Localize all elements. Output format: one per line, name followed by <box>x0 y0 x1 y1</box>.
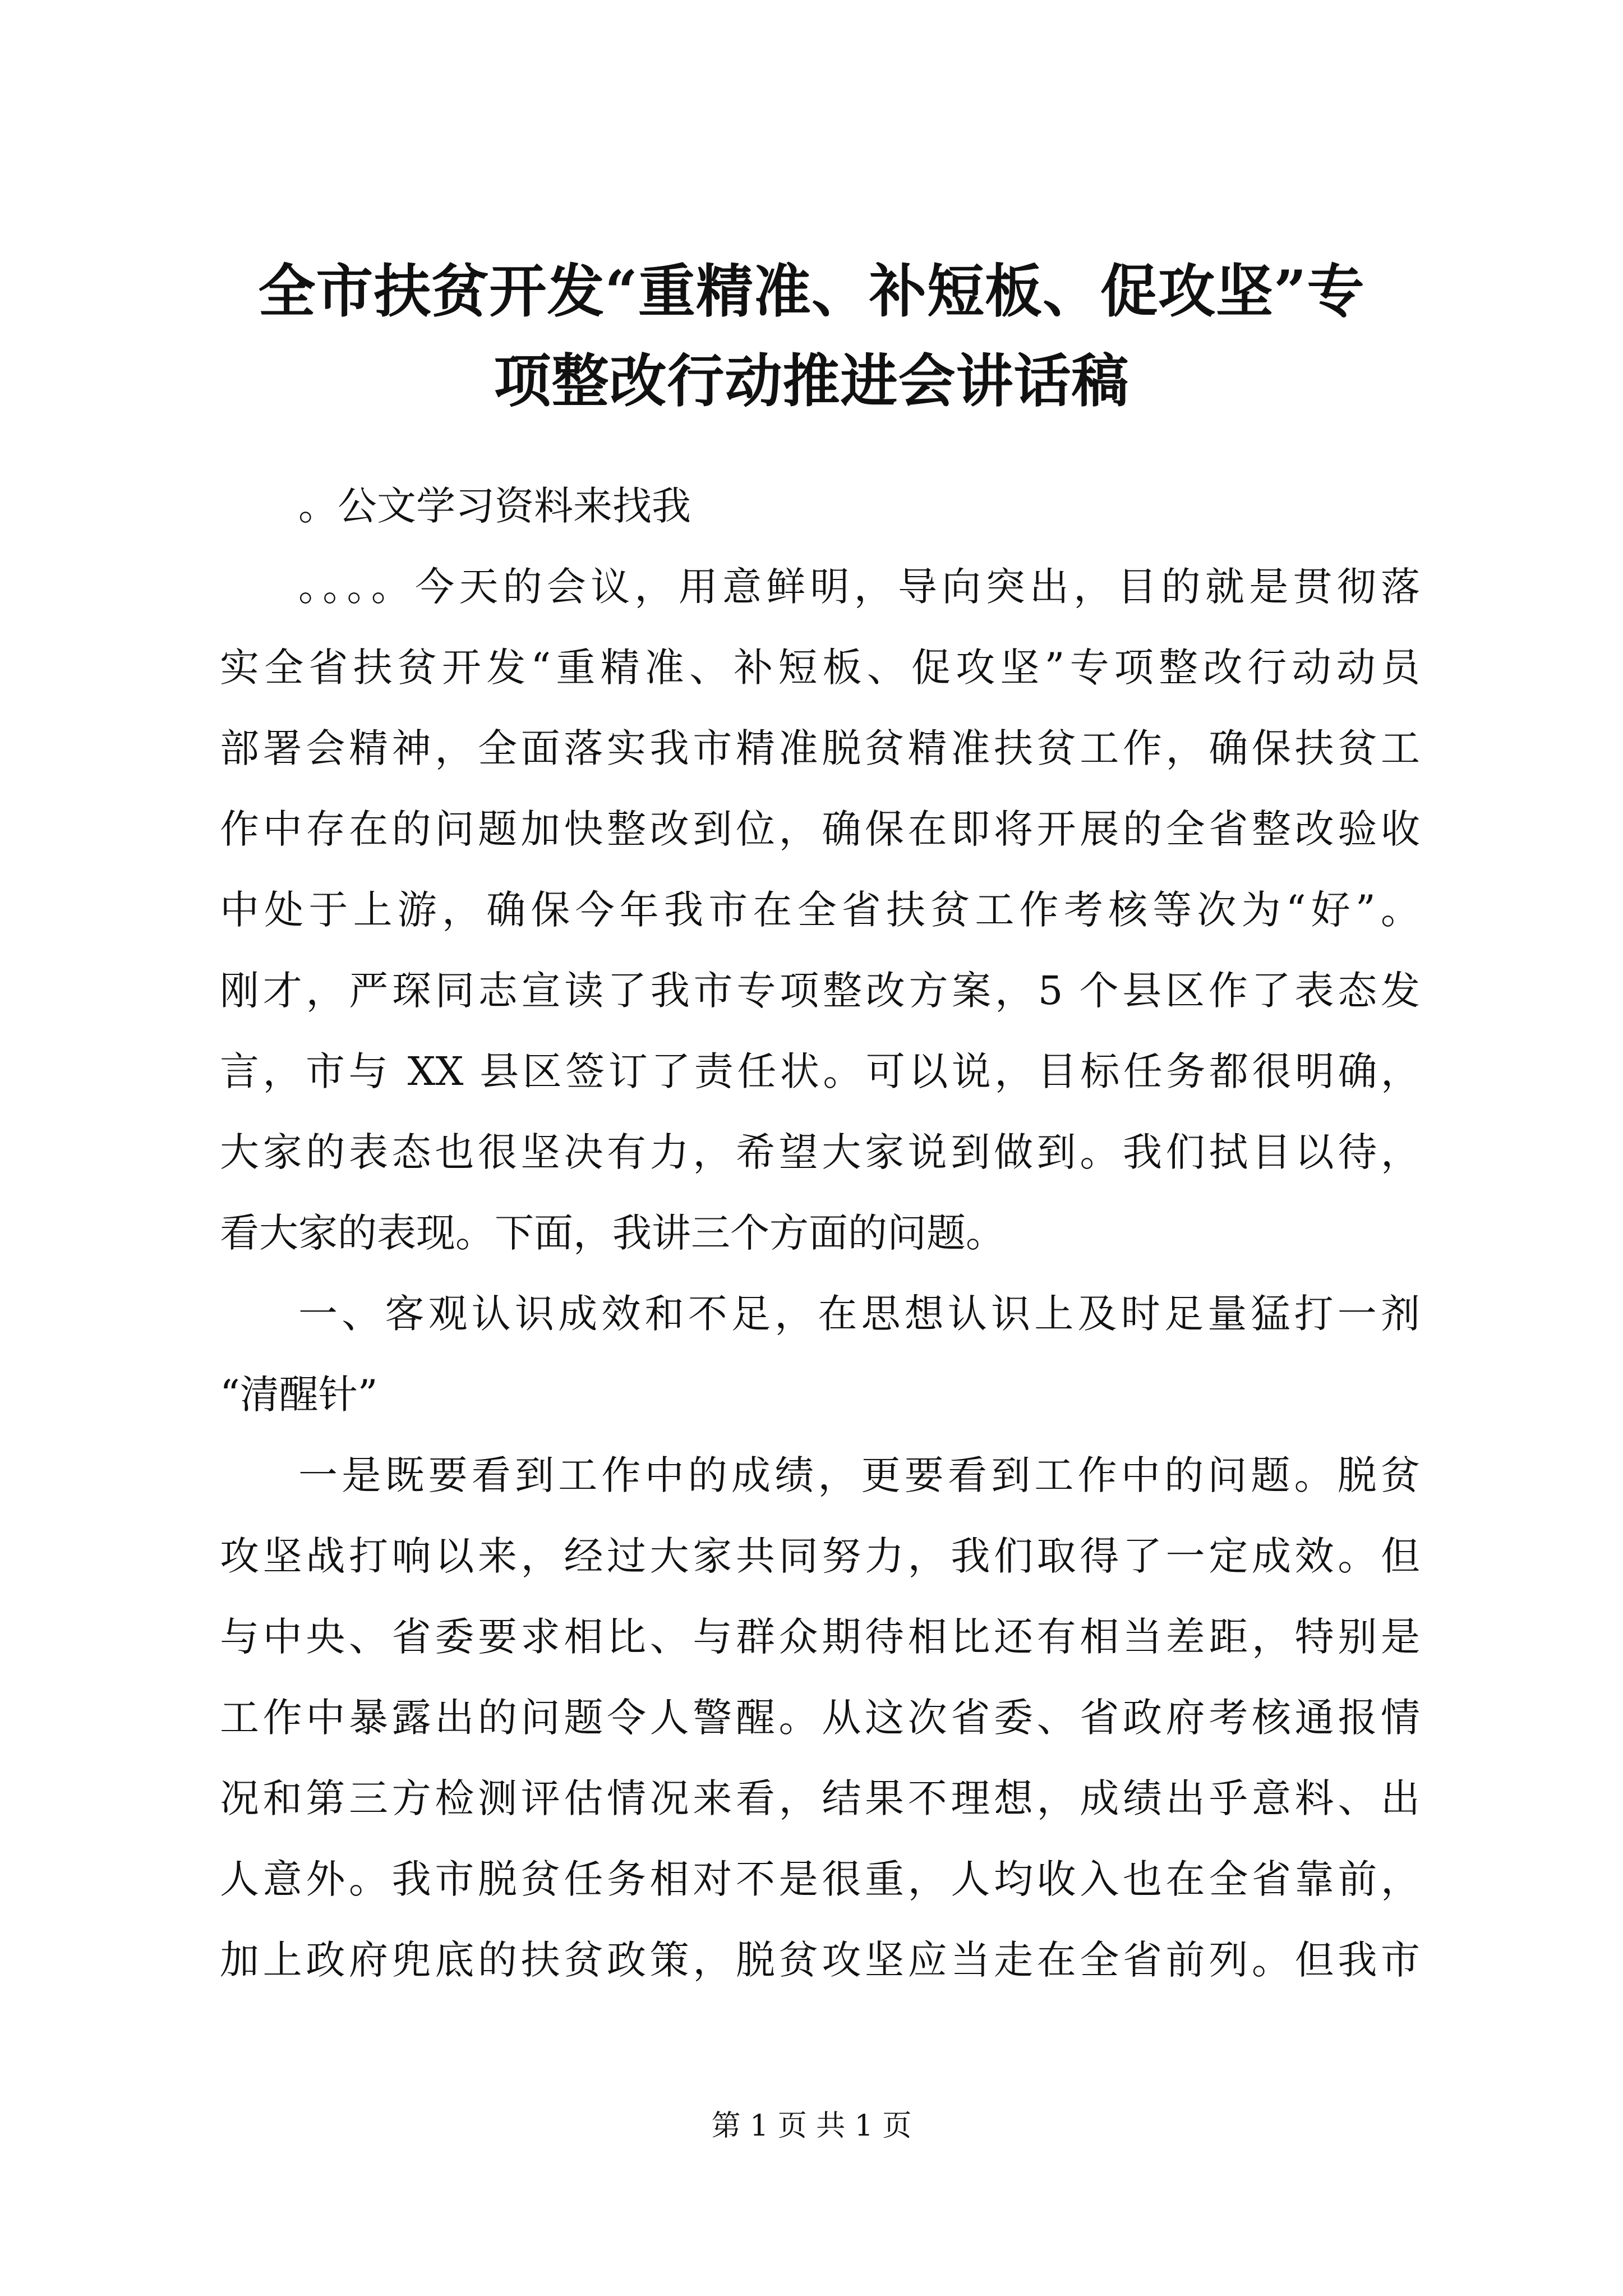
document-body <box>220 466 1420 2000</box>
body-line: 况和第三方检测评估情况来看，结果不理想，成绩出乎意料、出 <box>220 1775 1420 1821</box>
section-heading-line: “清醒针” <box>220 1372 378 1418</box>
body-line: 部署会精神，全面落实我市精准脱贫精准扶贫工作，确保扶贫工 <box>220 725 1420 771</box>
body-line: 一是既要看到工作中的成绩，更要看到工作中的问题。脱贫 <box>298 1452 1420 1498</box>
body-line: 看大家的表现。下面，我讲三个方面的问题。 <box>220 1210 1005 1256</box>
title-line-1: 全市扶贫开发“重精准、补短板、促攻坚”专 <box>258 258 1365 325</box>
body-line: 中处于上游，确保今年我市在全省扶贫工作考核等次为“好”。 <box>220 887 1420 933</box>
page-number: 第 1 页 共 1 页 <box>711 2109 912 2143</box>
body-line: 。。。。今天的会议，用意鲜明，导向突出，目的就是贯彻落 <box>298 564 1420 610</box>
body-line: 。公文学习资料来找我 <box>298 483 691 529</box>
body-line: 攻坚战打响以来，经过大家共同努力，我们取得了一定成效。但 <box>220 1533 1420 1579</box>
title-line-2: 项整改行动推进会讲话稿 <box>494 348 1129 415</box>
body-line: 言，市与 XX 县区签订了责任状。可以说，目标任务都很明确， <box>220 1048 1420 1094</box>
body-line: 作中存在的问题加快整改到位，确保在即将开展的全省整改验收 <box>220 806 1420 852</box>
body-line: 刚才，严琛同志宣读了我市专项整改方案，5 个县区作了表态发 <box>220 968 1420 1014</box>
body-line: 实全省扶贫开发“重精准、补短板、促攻坚”专项整改行动动员 <box>220 645 1420 691</box>
body-line: 加上政府兜底的扶贫政策，脱贫攻坚应当走在全省前列。但我市 <box>220 1937 1420 1983</box>
body-line: 工作中暴露出的问题令人警醒。从这次省委、省政府考核通报情 <box>220 1695 1420 1741</box>
body-line: 人意外。我市脱贫任务相对不是很重，人均收入也在全省靠前， <box>220 1856 1420 1902</box>
document-title <box>185 247 1438 426</box>
section-heading-line: 一、客观认识成效和不足，在思想认识上及时足量猛打一剂 <box>298 1291 1420 1337</box>
page-footer <box>0 2106 1623 2146</box>
body-line: 与中央、省委要求相比、与群众期待相比还有相当差距，特别是 <box>220 1614 1420 1660</box>
body-line: 大家的表态也很坚决有力，希望大家说到做到。我们拭目以待， <box>220 1129 1420 1175</box>
